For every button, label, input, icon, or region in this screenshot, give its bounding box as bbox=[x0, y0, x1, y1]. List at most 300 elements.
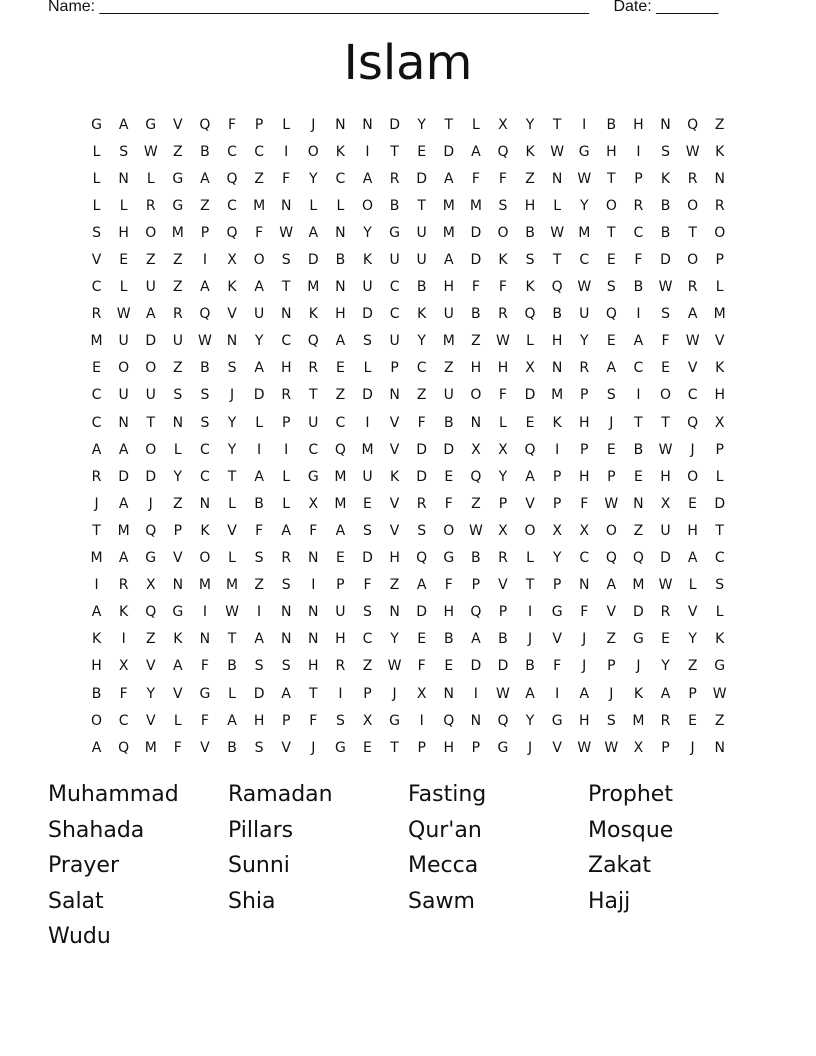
grid-letter: Z bbox=[173, 360, 183, 377]
grid-letter: J bbox=[636, 658, 641, 675]
grid-letter: H bbox=[443, 604, 455, 621]
grid-letter: E bbox=[688, 712, 698, 729]
grid-letter: S bbox=[715, 577, 725, 594]
grid-letter: U bbox=[416, 252, 427, 269]
grid-letter: R bbox=[281, 550, 292, 567]
grid-letter: O bbox=[91, 712, 103, 729]
word-bank-item: Mosque bbox=[588, 817, 674, 843]
grid-letter: N bbox=[335, 116, 346, 133]
grid-letter: X bbox=[633, 739, 644, 756]
grid-letter: U bbox=[389, 333, 400, 350]
grid-row bbox=[83, 328, 743, 355]
grid-letter: U bbox=[362, 468, 373, 485]
grid-letter: G bbox=[632, 631, 644, 648]
grid-letter: Q bbox=[551, 279, 563, 296]
grid-letter: O bbox=[307, 143, 319, 160]
grid-letter: J bbox=[229, 387, 235, 404]
grid-letter: D bbox=[307, 252, 319, 269]
grid-letter: G bbox=[551, 604, 563, 621]
grid-letter: D bbox=[714, 495, 726, 512]
grid-letter: B bbox=[416, 279, 427, 296]
grid-letter: V bbox=[389, 441, 400, 458]
word-bank-item: Fasting bbox=[408, 782, 487, 807]
grid-letter: S bbox=[335, 712, 345, 729]
grid-letter: N bbox=[443, 685, 454, 702]
grid-letter: N bbox=[551, 170, 563, 187]
grid-letter: A bbox=[173, 658, 183, 675]
grid-letter: M bbox=[632, 712, 645, 729]
word-bank-item: Salat bbox=[48, 888, 104, 914]
grid-letter: R bbox=[335, 658, 346, 675]
grid-letter: V bbox=[91, 252, 102, 269]
grid-letter: B bbox=[525, 658, 535, 675]
grid-letter: P bbox=[580, 387, 589, 404]
grid-letter: I bbox=[555, 685, 560, 702]
grid-letter: C bbox=[254, 143, 264, 160]
grid-letter: Q bbox=[443, 712, 455, 729]
grid-row bbox=[83, 409, 743, 436]
grid-letter: B bbox=[471, 550, 481, 567]
grid-letter: C bbox=[389, 306, 400, 323]
grid-letter: G bbox=[172, 170, 184, 187]
grid-letter: L bbox=[688, 577, 697, 594]
grid-letter: N bbox=[172, 414, 184, 431]
grid-letter: W bbox=[198, 333, 212, 350]
grid-letter: K bbox=[552, 414, 562, 431]
grid-letter: H bbox=[551, 333, 563, 350]
grid-letter: D bbox=[253, 387, 265, 404]
grid-letter: T bbox=[281, 279, 291, 296]
grid-letter: N bbox=[714, 739, 725, 756]
word-bank-item: Ramadan bbox=[228, 782, 333, 807]
grid-letter: A bbox=[525, 685, 535, 702]
grid-letter: T bbox=[525, 577, 535, 594]
grid-letter: R bbox=[416, 495, 427, 512]
grid-letter: N bbox=[335, 279, 346, 296]
grid-letter: F bbox=[580, 604, 589, 621]
grid-letter: E bbox=[363, 739, 372, 756]
grid-row bbox=[83, 517, 743, 544]
grid-letter: F bbox=[417, 414, 426, 431]
grid-letter: C bbox=[200, 441, 210, 458]
grid-letter: S bbox=[227, 360, 237, 377]
grid-letter: G bbox=[389, 224, 400, 241]
grid-letter: T bbox=[661, 414, 670, 431]
grid-letter: C bbox=[281, 333, 292, 350]
word-bank-item: Zakat bbox=[588, 853, 652, 878]
grid-letter: H bbox=[633, 116, 644, 133]
grid-letter: E bbox=[661, 360, 670, 377]
grid-letter: X bbox=[471, 441, 481, 458]
grid-letter: O bbox=[687, 252, 699, 269]
grid-letter: E bbox=[661, 631, 670, 648]
grid-letter: O bbox=[145, 441, 157, 458]
grid-letter: O bbox=[497, 224, 509, 241]
grid-letter: S bbox=[281, 658, 291, 675]
grid-row bbox=[83, 463, 743, 490]
grid-letter: Q bbox=[307, 333, 319, 350]
grid-letter: A bbox=[443, 170, 454, 187]
grid-letter: V bbox=[145, 658, 156, 675]
grid-letter: M bbox=[90, 550, 103, 567]
grid-letter: A bbox=[118, 116, 129, 133]
grid-letter: N bbox=[362, 116, 373, 133]
grid-letter: L bbox=[92, 170, 101, 187]
grid-letter: R bbox=[498, 306, 508, 323]
grid-letter: Q bbox=[687, 414, 699, 431]
grid-letter: P bbox=[498, 604, 508, 621]
grid-letter: D bbox=[470, 252, 482, 269]
grid-letter: F bbox=[498, 170, 507, 187]
grid-letter: P bbox=[661, 739, 670, 756]
grid-letter: A bbox=[118, 495, 129, 512]
grid-letter: F bbox=[363, 577, 372, 594]
grid-row bbox=[83, 626, 743, 653]
grid-letter: Y bbox=[254, 333, 264, 350]
grid-letter: Q bbox=[226, 170, 238, 187]
grid-letter: U bbox=[443, 306, 454, 323]
grid-letter: D bbox=[633, 604, 644, 621]
grid-letter: P bbox=[390, 360, 399, 377]
grid-letter: Z bbox=[606, 631, 617, 648]
grid-letter: I bbox=[257, 604, 262, 621]
grid-letter: A bbox=[254, 279, 264, 296]
word-bank-item: Shahada bbox=[48, 817, 145, 843]
grid-letter: X bbox=[525, 360, 535, 377]
grid-letter: H bbox=[660, 468, 671, 485]
grid-letter: L bbox=[92, 197, 101, 214]
grid-letter: K bbox=[525, 143, 535, 160]
grid-letter: X bbox=[362, 712, 373, 729]
grid-letter: V bbox=[552, 631, 562, 648]
grid-letter: G bbox=[497, 739, 509, 756]
grid-letter: K bbox=[417, 306, 427, 323]
grid-letter: Z bbox=[200, 197, 210, 214]
grid-letter: M bbox=[361, 441, 374, 458]
grid-letter: F bbox=[661, 333, 670, 350]
grid-letter: B bbox=[660, 197, 671, 214]
grid-letter: P bbox=[281, 414, 291, 431]
grid-letter: A bbox=[281, 522, 291, 539]
grid-letter: H bbox=[280, 360, 292, 377]
grid-letter: H bbox=[497, 360, 509, 377]
word-bank-item: Shia bbox=[228, 888, 276, 914]
grid-letter: S bbox=[254, 550, 264, 567]
grid-letter: P bbox=[580, 441, 589, 458]
word-bank-item: Prayer bbox=[48, 853, 120, 878]
grid-letter: Z bbox=[254, 170, 264, 187]
grid-letter: Q bbox=[470, 604, 482, 621]
grid-letter: G bbox=[714, 658, 726, 675]
grid-letter: N bbox=[551, 360, 563, 377]
grid-letter: D bbox=[443, 143, 455, 160]
grid-letter: N bbox=[280, 306, 292, 323]
grid-letter: O bbox=[687, 197, 699, 214]
grid-letter: B bbox=[91, 685, 102, 702]
grid-letter: P bbox=[173, 522, 183, 539]
grid-letter: B bbox=[633, 279, 644, 296]
grid-letter: D bbox=[389, 116, 400, 133]
grid-letter: Q bbox=[470, 468, 482, 485]
grid-letter: Y bbox=[498, 468, 508, 485]
grid-letter: X bbox=[660, 495, 671, 512]
grid-letter: U bbox=[308, 414, 319, 431]
grid-letter: M bbox=[144, 739, 157, 756]
grid-letter: K bbox=[173, 631, 183, 648]
grid-letter: S bbox=[606, 712, 616, 729]
grid-letter: F bbox=[553, 658, 562, 675]
grid-letter: Z bbox=[335, 387, 346, 404]
grid-letter: R bbox=[660, 604, 671, 621]
grid-letter: X bbox=[498, 116, 508, 133]
grid-letter: F bbox=[255, 224, 264, 241]
grid-letter: A bbox=[443, 252, 454, 269]
grid-letter: P bbox=[552, 468, 562, 485]
grid-letter: M bbox=[578, 224, 591, 241]
word-bank-item: Muhammad bbox=[48, 782, 179, 807]
grid-letter: C bbox=[362, 631, 373, 648]
grid-letter: M bbox=[713, 306, 726, 323]
grid-letter: C bbox=[633, 360, 644, 377]
word-bank-item: Prophet bbox=[588, 782, 673, 807]
grid-letter: T bbox=[715, 522, 724, 539]
grid-letter: J bbox=[311, 739, 316, 756]
grid-letter: H bbox=[470, 360, 482, 377]
grid-letter: M bbox=[117, 522, 130, 539]
grid-letter: B bbox=[254, 495, 264, 512]
grid-letter: A bbox=[362, 170, 373, 187]
grid-letter: A bbox=[91, 739, 102, 756]
grid-letter: Q bbox=[199, 306, 211, 323]
grid-letter: C bbox=[579, 550, 590, 567]
grid-row bbox=[83, 490, 743, 517]
word-search-grid bbox=[83, 111, 743, 761]
grid-letter: G bbox=[172, 197, 184, 214]
grid-letter: L bbox=[255, 414, 264, 431]
grid-row bbox=[83, 274, 743, 301]
grid-letter: Q bbox=[145, 604, 157, 621]
grid-letter: Z bbox=[254, 577, 264, 594]
grid-letter: C bbox=[118, 712, 129, 729]
grid-letter: T bbox=[688, 224, 697, 241]
grid-letter: B bbox=[200, 143, 210, 160]
grid-letter: I bbox=[121, 631, 126, 648]
grid-letter: X bbox=[118, 658, 129, 675]
grid-letter: B bbox=[660, 224, 671, 241]
grid-row bbox=[83, 246, 743, 273]
grid-letter: T bbox=[227, 631, 237, 648]
grid-letter: G bbox=[334, 739, 346, 756]
grid-letter: K bbox=[525, 279, 535, 296]
grid-letter: V bbox=[389, 522, 400, 539]
grid-letter: I bbox=[284, 143, 289, 160]
grid-letter: V bbox=[145, 712, 156, 729]
grid-letter: Y bbox=[661, 658, 670, 675]
grid-letter: A bbox=[471, 143, 481, 160]
grid-letter: W bbox=[225, 604, 239, 621]
date-field-label: Date: _______ bbox=[613, 0, 719, 15]
grid-row bbox=[83, 111, 743, 138]
grid-letter: J bbox=[582, 631, 587, 648]
grid-letter: W bbox=[468, 522, 483, 539]
grid-letter: D bbox=[416, 604, 428, 621]
grid-letter: K bbox=[715, 631, 725, 648]
grid-letter: G bbox=[172, 604, 184, 621]
grid-letter: C bbox=[200, 468, 210, 485]
grid-letter: G bbox=[199, 685, 211, 702]
grid-letter: Q bbox=[226, 224, 238, 241]
name-field-label: Name: _______________________________________________________ bbox=[48, 0, 589, 15]
grid-letter: V bbox=[606, 604, 617, 621]
grid-letter: L bbox=[119, 197, 128, 214]
grid-letter: F bbox=[200, 712, 209, 729]
grid-letter: T bbox=[309, 387, 318, 404]
grid-letter: X bbox=[227, 252, 237, 269]
grid-letter: B bbox=[606, 116, 617, 133]
grid-letter: K bbox=[91, 631, 102, 648]
grid-letter: G bbox=[307, 468, 319, 485]
grid-letter: E bbox=[119, 252, 129, 269]
grid-letter: C bbox=[633, 224, 644, 241]
grid-letter: R bbox=[91, 306, 102, 323]
grid-letter: L bbox=[336, 197, 345, 214]
grid-letter: S bbox=[363, 604, 372, 621]
grid-letter: D bbox=[524, 387, 536, 404]
grid-letter: J bbox=[311, 116, 316, 133]
grid-letter: S bbox=[525, 252, 535, 269]
grid-letter: E bbox=[606, 333, 616, 350]
grid-letter: O bbox=[524, 522, 536, 539]
grid-letter: F bbox=[444, 577, 453, 594]
grid-letter: W bbox=[496, 333, 510, 350]
grid-letter: R bbox=[172, 306, 183, 323]
grid-letter: H bbox=[578, 712, 590, 729]
page-title: Islam bbox=[343, 35, 473, 91]
grid-letter: O bbox=[687, 468, 699, 485]
grid-letter: Q bbox=[416, 550, 428, 567]
grid-letter: I bbox=[202, 252, 207, 269]
grid-letter: X bbox=[145, 577, 156, 594]
grid-letter: E bbox=[444, 468, 454, 485]
grid-letter: E bbox=[606, 252, 616, 269]
grid-letter: A bbox=[606, 360, 617, 377]
grid-letter: M bbox=[551, 387, 564, 404]
grid-letter: F bbox=[282, 170, 291, 187]
grid-letter: B bbox=[443, 631, 454, 648]
grid-letter: A bbox=[200, 170, 210, 187]
grid-letter: P bbox=[336, 577, 345, 594]
grid-letter: D bbox=[253, 685, 265, 702]
grid-letter: X bbox=[552, 522, 562, 539]
grid-letter: K bbox=[335, 143, 345, 160]
grid-letter: D bbox=[362, 306, 373, 323]
grid-letter: Z bbox=[687, 658, 698, 675]
grid-letter: B bbox=[200, 360, 210, 377]
grid-letter: H bbox=[606, 143, 617, 160]
grid-letter: Y bbox=[552, 550, 562, 567]
grid-letter: N bbox=[226, 333, 238, 350]
grid-letter: A bbox=[254, 360, 264, 377]
grid-letter: Z bbox=[145, 252, 156, 269]
grid-letter: O bbox=[199, 550, 211, 567]
grid-letter: Q bbox=[497, 143, 509, 160]
grid-letter: Q bbox=[497, 712, 509, 729]
grid-row bbox=[83, 734, 743, 761]
grid-letter: B bbox=[335, 252, 346, 269]
grid-letter: B bbox=[389, 197, 400, 214]
grid-letter: W bbox=[143, 143, 158, 160]
grid-letter: I bbox=[94, 577, 99, 594]
grid-letter: J bbox=[94, 495, 99, 512]
grid-letter: U bbox=[389, 252, 400, 269]
grid-letter: K bbox=[227, 279, 237, 296]
grid-letter: W bbox=[279, 224, 294, 241]
grid-letter: M bbox=[442, 197, 455, 214]
grid-letter: Y bbox=[579, 333, 589, 350]
grid-letter: H bbox=[335, 306, 346, 323]
grid-letter: A bbox=[416, 577, 427, 594]
grid-letter: L bbox=[553, 197, 562, 214]
grid-letter: S bbox=[281, 252, 291, 269]
grid-letter: Q bbox=[199, 116, 211, 133]
grid-letter: X bbox=[714, 414, 725, 431]
grid-letter: G bbox=[145, 116, 157, 133]
grid-letter: A bbox=[660, 685, 671, 702]
grid-letter: O bbox=[470, 387, 482, 404]
grid-letter: C bbox=[687, 387, 698, 404]
grid-letter: H bbox=[335, 631, 346, 648]
grid-letter: J bbox=[527, 739, 533, 756]
grid-letter: E bbox=[417, 631, 427, 648]
grid-letter: R bbox=[498, 550, 508, 567]
grid-letter: S bbox=[200, 387, 210, 404]
grid-letter: R bbox=[687, 279, 698, 296]
grid-letter: Z bbox=[173, 143, 183, 160]
grid-letter: O bbox=[253, 252, 265, 269]
grid-letter: M bbox=[442, 224, 455, 241]
grid-letter: X bbox=[308, 495, 319, 512]
grid-letter: I bbox=[527, 604, 533, 621]
grid-letter: R bbox=[145, 197, 156, 214]
grid-letter: P bbox=[471, 577, 481, 594]
grid-letter: A bbox=[227, 712, 237, 729]
grid-letter: C bbox=[714, 550, 725, 567]
grid-letter: M bbox=[198, 577, 211, 594]
grid-letter: D bbox=[660, 252, 671, 269]
grid-letter: S bbox=[417, 522, 427, 539]
grid-letter: D bbox=[416, 468, 428, 485]
grid-letter: Q bbox=[145, 522, 157, 539]
grid-letter: H bbox=[253, 712, 265, 729]
grid-letter: K bbox=[119, 604, 129, 621]
grid-letter: W bbox=[496, 685, 510, 702]
word-bank bbox=[48, 777, 768, 955]
grid-letter: W bbox=[658, 279, 673, 296]
grid-letter: G bbox=[578, 143, 590, 160]
grid-letter: D bbox=[416, 441, 428, 458]
grid-letter: D bbox=[416, 170, 428, 187]
grid-letter: P bbox=[715, 441, 724, 458]
grid-letter: E bbox=[417, 143, 427, 160]
grid-letter: T bbox=[390, 143, 399, 160]
grid-row bbox=[83, 192, 743, 219]
grid-letter: S bbox=[606, 279, 616, 296]
grid-letter: B bbox=[471, 306, 481, 323]
grid-letter: F bbox=[200, 658, 209, 675]
grid-letter: I bbox=[202, 604, 207, 621]
grid-letter: I bbox=[636, 143, 641, 160]
grid-letter: L bbox=[173, 441, 182, 458]
